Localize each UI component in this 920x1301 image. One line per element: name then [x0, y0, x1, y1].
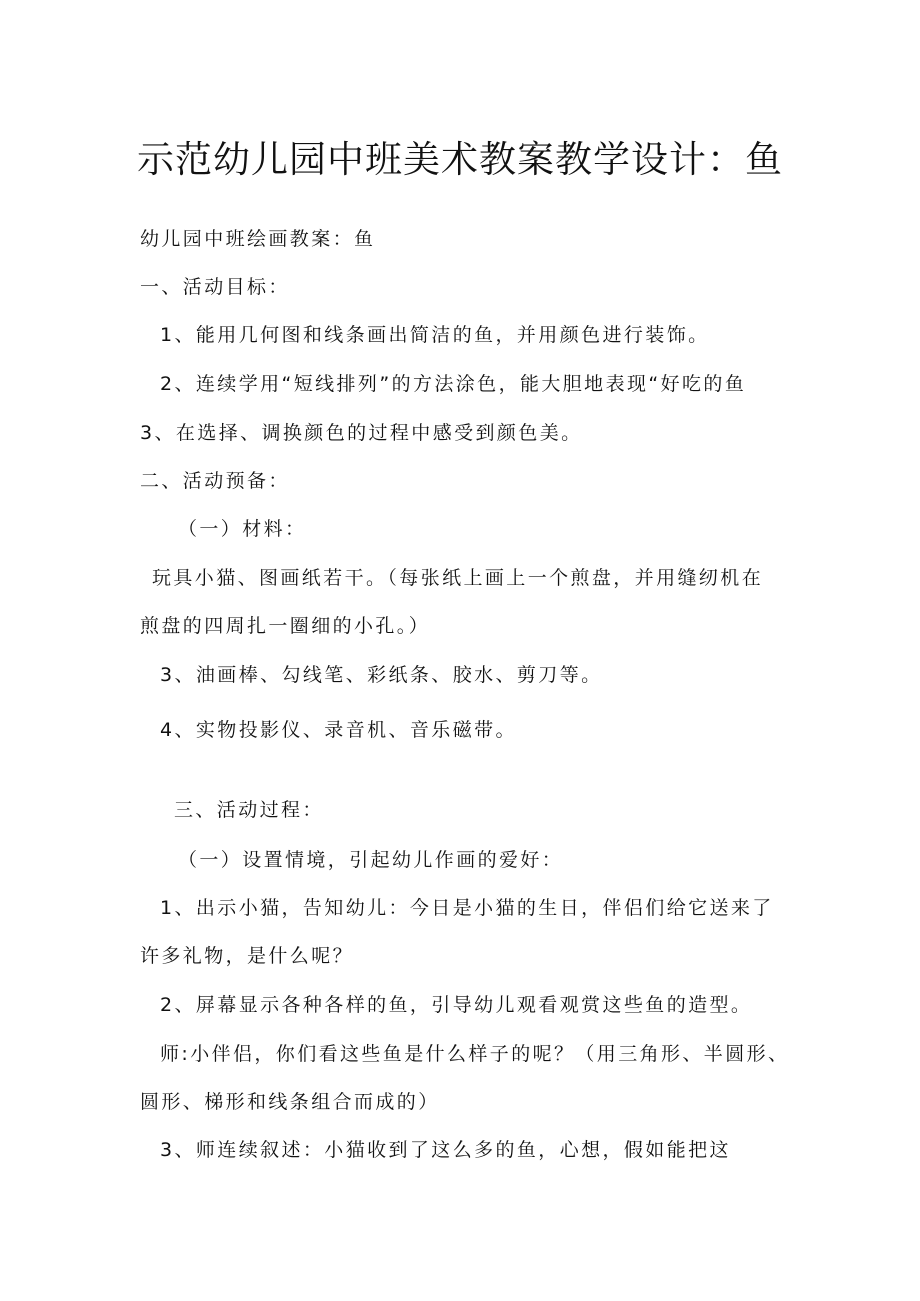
teacher-speech-line-1: 师:小伴侣，你们看这些鱼是什么样子的呢？（用三角形、半圆形、 — [160, 1043, 790, 1065]
process-step-1-line-2: 许多礼物，是什么呢？ — [140, 945, 355, 967]
teacher-speech-line-2: 圆形、梯形和线条组合而成的） — [140, 1091, 440, 1113]
section-heading-process: 三、活动过程： — [174, 799, 324, 821]
objective-item-3: 3、在选择、调换颜色的过程中感受到颜色美。 — [140, 422, 583, 444]
subsection-heading-materials: （一）材料： — [178, 518, 307, 540]
materials-item-4: 4、实物投影仪、录音机、音乐磁带。 — [160, 719, 517, 741]
process-step-2: 2、屏幕显示各种各样的鱼，引导幼儿观看观赏这些鱼的造型。 — [160, 994, 753, 1016]
objective-item-1: 1、能用几何图和线条画出简洁的鱼，并用颜色进行装饰。 — [160, 324, 710, 346]
materials-paragraph-line-2: 煎盘的四周扎一圈细的小孔。） — [140, 615, 431, 637]
materials-item-3: 3、油画棒、勾线笔、彩纸条、胶水、剪刀等。 — [160, 664, 603, 686]
subtitle-line: 幼儿园中班绘画教案：鱼 — [140, 228, 376, 250]
objective-item-2: 2、连续学用“短线排列”的方法涂色，能大胆地表现“好吃的鱼 — [160, 373, 747, 395]
subsection-heading-situation: （一）设置情境，引起幼儿作画的爱好： — [178, 849, 564, 871]
document-title: 示范幼儿园中班美术教案教学设计：鱼 — [137, 138, 783, 181]
materials-paragraph-line-1: 玩具小猫、图画纸若干。（每张纸上画上一个煎盘，并用缝纫机在 — [152, 567, 764, 589]
process-step-3: 3、师连续叙述：小猫收到了这么多的鱼，心想，假如能把这 — [160, 1139, 731, 1161]
process-step-1-line-1: 1、出示小猫，告知幼儿：今日是小猫的生日，伴侣们给它送来了 — [160, 897, 774, 919]
section-heading-objectives: 一、活动目标： — [140, 276, 290, 298]
section-heading-preparation: 二、活动预备： — [140, 470, 290, 492]
